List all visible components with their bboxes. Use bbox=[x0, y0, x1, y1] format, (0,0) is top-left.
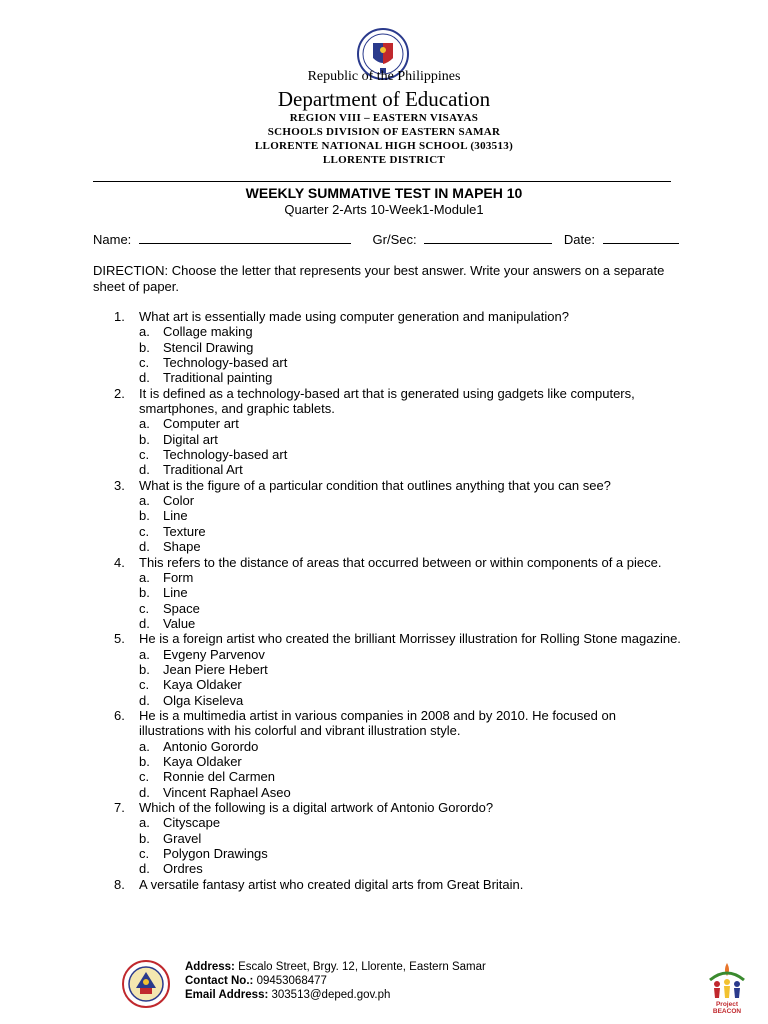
option-letter: b. bbox=[139, 830, 150, 846]
question-item bbox=[93, 631, 683, 708]
question-text bbox=[93, 708, 683, 739]
question-prompt: He is a foreign artist who created the brilliant Morrissey illustration for Rolling Stone magazine. bbox=[139, 631, 681, 647]
question-text bbox=[93, 631, 683, 646]
name-label: Name: bbox=[93, 232, 132, 247]
name-field[interactable] bbox=[139, 232, 351, 244]
grsec-label: Gr/Sec: bbox=[372, 232, 417, 247]
option-text: Computer art bbox=[163, 416, 239, 432]
option-text: Cityscape bbox=[163, 815, 221, 831]
answer-option bbox=[93, 432, 683, 447]
option-letter: b. bbox=[139, 339, 150, 355]
answer-option bbox=[93, 340, 683, 355]
option-letter: c. bbox=[139, 769, 150, 785]
question-text bbox=[93, 800, 683, 815]
answer-option bbox=[93, 493, 683, 508]
option-text: Polygon Drawings bbox=[163, 846, 268, 862]
question-item bbox=[93, 800, 683, 877]
email-label: Email Address: bbox=[185, 989, 269, 1001]
option-letter: b. bbox=[139, 753, 150, 769]
option-text: Technology-based art bbox=[163, 447, 288, 463]
option-text: Gravel bbox=[163, 830, 202, 846]
address-label: Address: bbox=[185, 961, 235, 973]
option-text: Antonio Gorordo bbox=[163, 738, 259, 754]
contact-value: 09453068477 bbox=[256, 975, 327, 987]
option-letter: c. bbox=[139, 677, 150, 693]
option-letter: c. bbox=[139, 523, 150, 539]
question-prompt: He is a multimedia artist in various companies in 2008 and by 2010. He focused on illustrations with his colorful and vibrant illustration style. bbox=[139, 707, 616, 739]
contact-label: Contact No.: bbox=[185, 975, 254, 987]
answer-option bbox=[93, 754, 683, 769]
option-text: Ordres bbox=[163, 861, 203, 877]
option-letter: b. bbox=[139, 585, 150, 601]
footer-contact bbox=[185, 960, 486, 1002]
question-text bbox=[93, 309, 683, 324]
date-label: Date: bbox=[563, 232, 595, 247]
answer-option bbox=[93, 416, 683, 431]
option-letter: a. bbox=[139, 324, 150, 340]
question-item bbox=[93, 309, 683, 386]
question-text bbox=[93, 478, 683, 493]
question-prompt: It is defined as a technology-based art that is generated using gadgets like computers, smartphones, and graphic tablets. bbox=[139, 385, 635, 417]
option-letter: d. bbox=[139, 370, 150, 386]
option-letter: d. bbox=[139, 784, 150, 800]
option-letter: d. bbox=[139, 692, 150, 708]
option-text: Traditional painting bbox=[163, 370, 273, 386]
option-text: Digital art bbox=[163, 431, 218, 447]
department-heading: Department of Education bbox=[277, 87, 491, 111]
option-letter: a. bbox=[139, 416, 150, 432]
question-number: 8. bbox=[114, 876, 125, 892]
school-heading: LLORENTE NATIONAL HIGH SCHOOL (303513) bbox=[254, 140, 514, 152]
option-text: Ronnie del Carmen bbox=[163, 769, 276, 785]
option-text: Value bbox=[163, 615, 196, 631]
option-text: Stencil Drawing bbox=[163, 339, 254, 355]
question-text bbox=[93, 877, 683, 892]
option-letter: c. bbox=[139, 355, 150, 371]
answer-option bbox=[93, 355, 683, 370]
answer-option bbox=[93, 662, 683, 677]
question-prompt: Which of the following is a digital artwork of Antonio Gorordo? bbox=[139, 800, 494, 815]
question-item bbox=[93, 877, 683, 892]
question-prompt: What art is essentially made using computer generation and manipulation? bbox=[139, 309, 569, 324]
answer-option bbox=[93, 785, 683, 800]
answer-option bbox=[93, 677, 683, 692]
school-logo-icon bbox=[122, 960, 170, 1008]
republic-heading: Republic of the Philippines bbox=[307, 69, 461, 84]
option-letter: a. bbox=[139, 569, 150, 585]
answer-option bbox=[93, 447, 683, 462]
question-item bbox=[93, 555, 683, 632]
question-text bbox=[93, 555, 683, 570]
answer-option bbox=[93, 831, 683, 846]
option-letter: c. bbox=[139, 600, 150, 616]
answer-option bbox=[93, 585, 683, 600]
option-text: Vincent Raphael Aseo bbox=[163, 784, 291, 800]
option-text: Texture bbox=[163, 523, 206, 539]
option-text: Technology-based art bbox=[163, 355, 288, 371]
question-number: 6. bbox=[114, 707, 125, 723]
direction-text: DIRECTION: Choose the letter that represents your best answer. Write your answers on a separate sheet of paper. bbox=[93, 263, 665, 294]
option-text: Shape bbox=[163, 539, 201, 555]
region-heading: REGION VIII – EASTERN VISAYAS bbox=[289, 112, 479, 124]
answer-option bbox=[93, 462, 683, 477]
option-text: Color bbox=[163, 493, 195, 509]
option-letter: a. bbox=[139, 738, 150, 754]
answer-option bbox=[93, 647, 683, 662]
question-number: 2. bbox=[114, 385, 125, 401]
answer-option bbox=[93, 570, 683, 585]
email-value: 303513@deped.gov.ph bbox=[271, 989, 391, 1001]
district-heading: LLORENTE DISTRICT bbox=[322, 154, 446, 166]
option-letter: d. bbox=[139, 462, 150, 478]
answer-option bbox=[93, 324, 683, 339]
option-text: Jean Piere Hebert bbox=[163, 661, 268, 677]
option-letter: a. bbox=[139, 646, 150, 662]
division-heading: SCHOOLS DIVISION OF EASTERN SAMAR bbox=[267, 126, 501, 138]
option-letter: b. bbox=[139, 508, 150, 524]
option-letter: a. bbox=[139, 815, 150, 831]
question-number: 7. bbox=[114, 800, 125, 815]
option-letter: c. bbox=[139, 846, 150, 862]
answer-option bbox=[93, 539, 683, 554]
option-letter: a. bbox=[139, 493, 150, 509]
address-value: Escalo Street, Brgy. 12, Llorente, Eastern Samar bbox=[238, 961, 486, 973]
answer-option bbox=[93, 769, 683, 784]
option-text: Olga Kiseleva bbox=[163, 692, 244, 708]
answer-option bbox=[93, 370, 683, 385]
answer-option bbox=[93, 815, 683, 830]
date-field[interactable] bbox=[603, 232, 679, 244]
question-number: 1. bbox=[114, 309, 125, 324]
question-number: 4. bbox=[114, 554, 125, 570]
answer-option bbox=[93, 508, 683, 523]
answer-option bbox=[93, 693, 683, 708]
student-info-row bbox=[93, 232, 683, 247]
option-letter: d. bbox=[139, 615, 150, 631]
answer-option bbox=[93, 601, 683, 616]
header-divider bbox=[93, 181, 671, 182]
option-text: Traditional Art bbox=[163, 462, 243, 478]
answer-option bbox=[93, 861, 683, 876]
option-text: Space bbox=[163, 600, 200, 616]
question-number: 5. bbox=[114, 631, 125, 647]
project-beacon-logo-icon bbox=[702, 960, 752, 1015]
option-letter: d. bbox=[139, 861, 150, 877]
option-text: Evgeny Parvenov bbox=[163, 646, 265, 662]
answer-option bbox=[93, 846, 683, 861]
test-subtitle: Quarter 2-Arts 10-Week1-Module1 bbox=[284, 202, 484, 217]
option-letter: d. bbox=[139, 539, 150, 555]
beacon-logo-text: Project BEACON bbox=[712, 1001, 742, 1015]
option-letter: b. bbox=[139, 661, 150, 677]
test-title: WEEKLY SUMMATIVE TEST IN MAPEH 10 bbox=[245, 185, 523, 201]
grsec-field[interactable] bbox=[424, 232, 552, 244]
question-item bbox=[93, 708, 683, 800]
question-prompt: A versatile fantasy artist who created digital arts from Great Britain. bbox=[139, 876, 524, 892]
answer-option bbox=[93, 524, 683, 539]
answer-option bbox=[93, 739, 683, 754]
option-text: Kaya Oldaker bbox=[163, 677, 242, 693]
option-text: Line bbox=[163, 585, 188, 601]
question-item bbox=[93, 386, 683, 478]
option-letter: c. bbox=[139, 447, 150, 463]
option-letter: b. bbox=[139, 431, 150, 447]
question-number: 3. bbox=[114, 477, 125, 493]
question-list bbox=[93, 309, 683, 892]
option-text: Form bbox=[163, 569, 194, 585]
question-prompt: This refers to the distance of areas that occurred between or within components of a piece. bbox=[139, 554, 662, 570]
question-text bbox=[93, 386, 683, 417]
option-text: Line bbox=[163, 508, 188, 524]
answer-option bbox=[93, 616, 683, 631]
question-item bbox=[93, 478, 683, 555]
question-prompt: What is the figure of a particular condition that outlines anything that you can see? bbox=[139, 477, 611, 493]
option-text: Collage making bbox=[163, 324, 253, 340]
option-text: Kaya Oldaker bbox=[163, 753, 242, 769]
